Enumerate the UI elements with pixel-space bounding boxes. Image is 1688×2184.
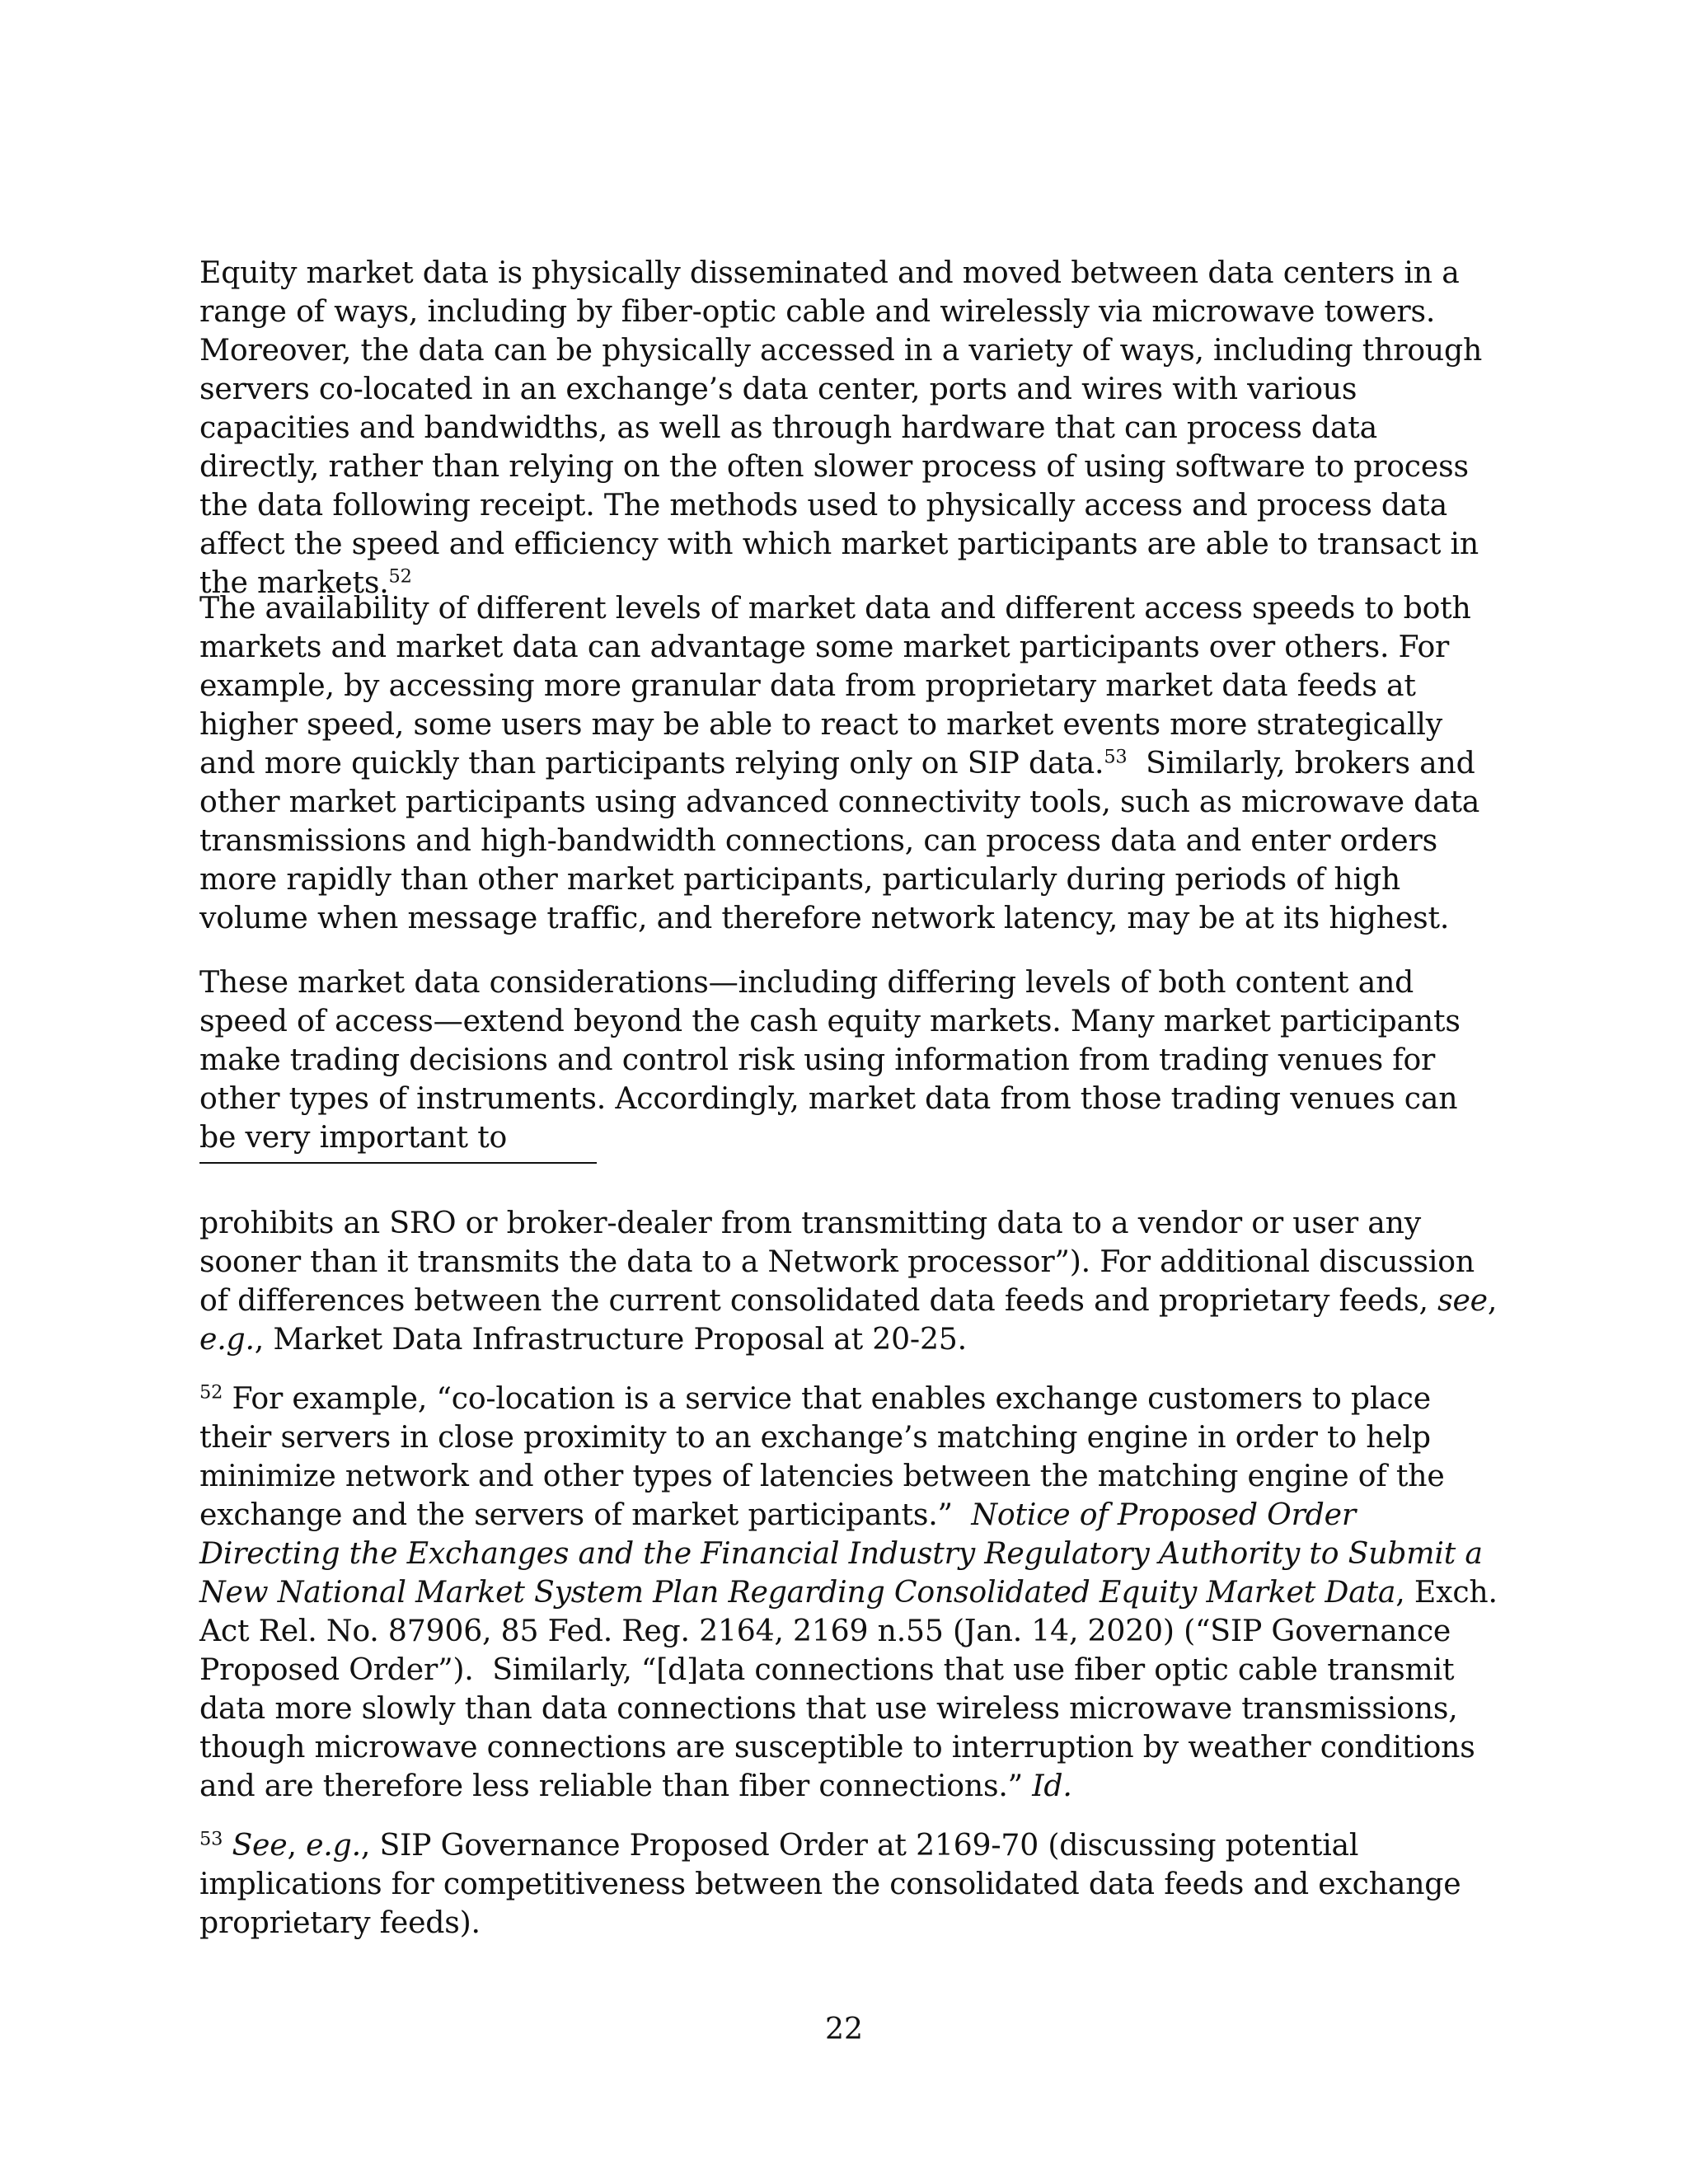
page-number: 22 (824, 2011, 864, 2046)
footnote-continued: prohibits an SRO or broker-dealer from transmitting data to a vendor or user any sooner than it transmits the data to a Network processor”). For additional discussion of differences between the current consolidated data feeds and proprietary feeds, see, e.g., Market Data Infrastructure Proposal at 20-25. (199, 1205, 1498, 1357)
footnote-number: 52 (199, 1381, 223, 1404)
paragraph-text: These market data considerations—including differing levels of both content and speed of access—extend beyond the cash equity markets. Many market participants make trading decisions and control risk using information from trading venues for other types of instruments. Accordingly, market data from those trading venues can be very important to (199, 964, 1461, 1155)
footnotes-section (199, 1203, 1507, 1962)
footnote-ref-52[interactable]: 52 (388, 565, 412, 588)
body-paragraph-2 (199, 588, 1502, 937)
footnote-53: $^{53}$ See, e.g., SIP Governance Proposed Order at 2169-70 (discussing potential implications for competitiveness between the consolidated data feeds and exchange proprietary feeds). (199, 1827, 1461, 1940)
footnote-separator (199, 1162, 597, 1164)
footnote-ref-53[interactable]: 53 (1104, 746, 1128, 768)
footnote-number: 53 (199, 1828, 223, 1850)
paragraph-text: The availability of different levels of market data and different access speeds to both markets and market data can advantage some market participants over others. For example, by accessing more granular data from proprietary market data feeds at higher speed, some users may be able to react to market events more strategically and more quickly than participants relying only on SIP data. (199, 590, 1471, 780)
body-paragraph-3 (199, 963, 1502, 1156)
footnote-52: $^{52}$ For example, “co-location is a service that enables exchange customers to place their servers in close proximity to an exchange’s matching engine in order to help minimize network and other types of latencies between the matching engine of the exchange and the servers of market participants.” Notice of Proposed Order Directing the Exchanges and the Financial Industry Regulatory Authority to Submit a New National Market System Plan Regarding Consolidated Equity Market Data, Exch. Act Rel. No. 87906, 85 Fed. Reg. 2164, 2169 n.55 (Jan. 14, 2020) (“SIP Governance Proposed Order”). Similarly, “[d]ata connections that use fiber optic cable transmit data more slowly than data connections that use wireless microwave transmissions, though microwave connections are susceptible to interruption by weather conditions and are therefore less reliable than fiber connections.” Id. (199, 1380, 1507, 1803)
paragraph-text: Equity market data is physically disseminated and moved between data centers in a range of ways, including by fiber-optic cable and wirelessly via microwave towers. Moreover, the data can be physically accessed in a variety of ways, including through servers co-located in an exchange’s data center, ports and wires with various capacities and bandwidths, as well as through hardware that can process data directly, rather than relying on the often slower process of using software to process the data following receipt. The methods used to physically access and process data affect the speed and efficiency with which market participants are able to transact in the markets. (199, 255, 1483, 600)
body-paragraph-1 (199, 253, 1502, 602)
paragraph-text: Similarly, brokers and other market participants using advanced connectivity tools, such as microwave data transmissions and high-bandwidth connections, can process data and enter orders more rapidly than other market participants, particularly during periods of high volume when message traffic, and therefore network latency, may be at its highest. (199, 745, 1489, 935)
